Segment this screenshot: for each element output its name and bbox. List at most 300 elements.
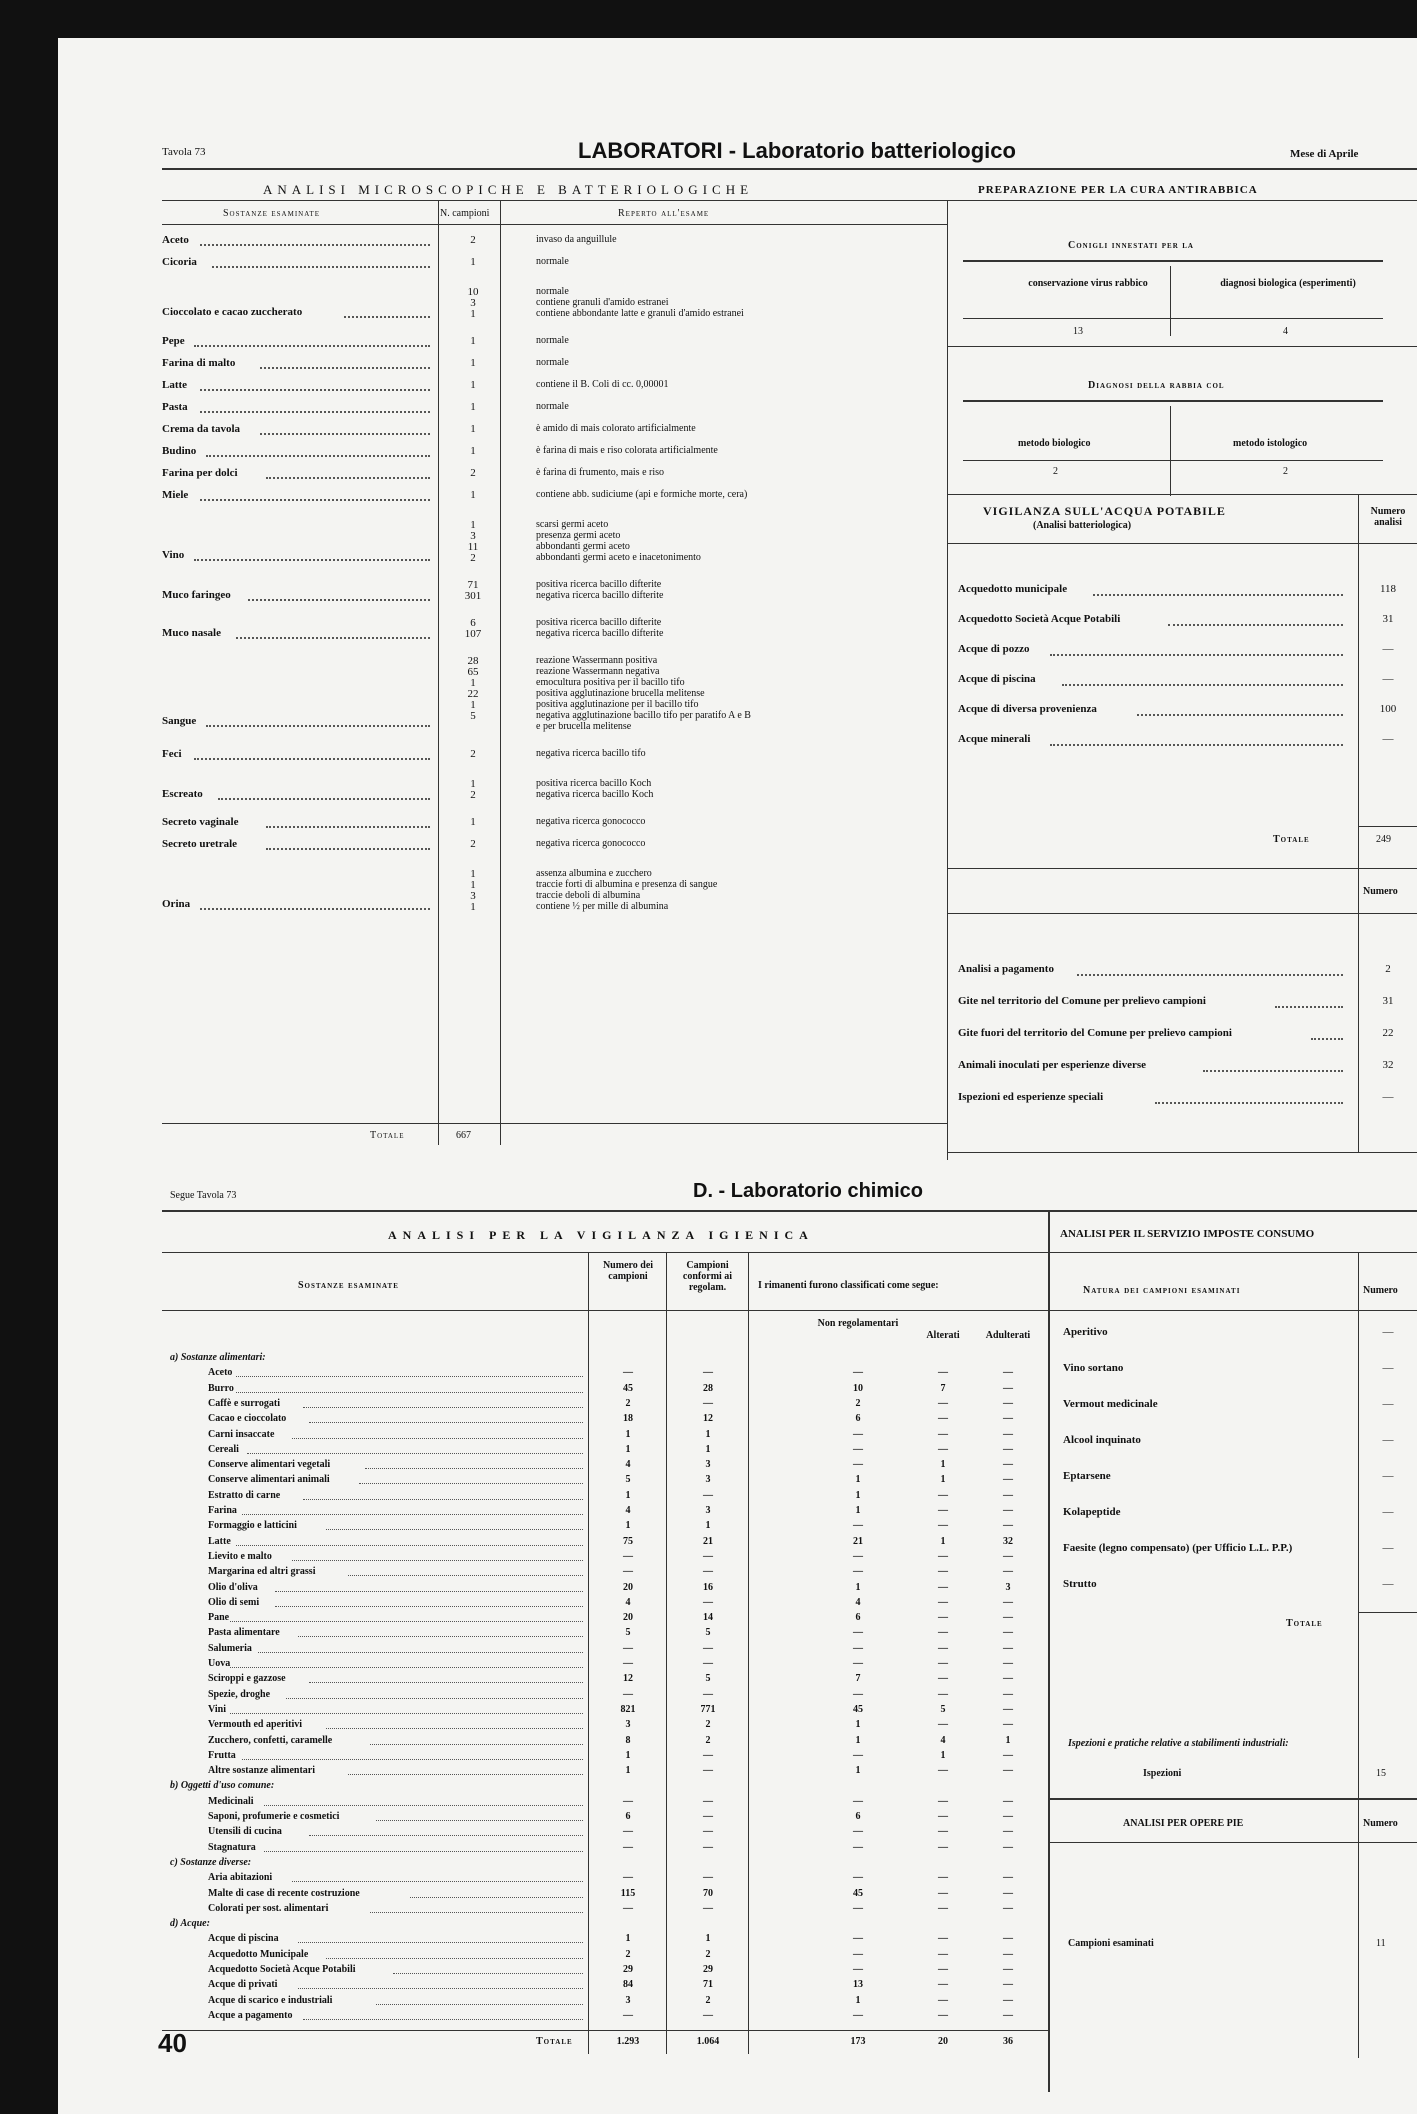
acqua-row-value: — (1382, 673, 1394, 685)
micro-row-count: 65 (467, 666, 479, 678)
chimico-row-cell: — (853, 1428, 863, 1440)
acqua-row-value: 31 (1382, 613, 1394, 625)
chimico-row-cell: 20 (623, 1581, 633, 1593)
varie-header-rule (947, 913, 1417, 914)
segue-label: Segue Tavola 73 (170, 1190, 237, 1201)
chimico-row-leader (286, 1698, 583, 1699)
acqua-total-value: 249 (1376, 834, 1391, 845)
micro-row-leader (194, 559, 430, 561)
micro-vline-1 (438, 200, 439, 1145)
chimico-row-cell: — (853, 1642, 863, 1654)
col-conf: Campioni conformi ai regolam. (682, 1260, 733, 1293)
chimico-row-cell: 1 (625, 1443, 631, 1455)
chimico-row-cell: 71 (703, 1979, 713, 1991)
micro-row-leader (266, 826, 430, 828)
micro-row-reperto: negativa ricerca bacillo difterite (536, 628, 664, 639)
diagnosi-vline (1170, 406, 1171, 496)
consumo-total-rule (1358, 1612, 1417, 1613)
chimico-row-cell: — (1003, 1642, 1013, 1654)
chimico-row-cell: — (703, 1596, 713, 1608)
varie-row-label: Animali inoculati per esperienze diverse (958, 1059, 1146, 1071)
chimico-row-cell: — (938, 1826, 948, 1838)
chimico-row-cell: — (938, 1872, 948, 1884)
chimico-row-cell: — (1003, 1719, 1013, 1731)
ispezioni-label: Ispezioni e pratiche relative a stabilimenti industriali: (1068, 1738, 1289, 1749)
micro-row-reperto: invaso da anguillule (536, 234, 617, 245)
chimico-row-cell: — (938, 1719, 948, 1731)
micro-row-count: 1 (470, 901, 476, 913)
chimico-row-cell: 1 (1005, 1734, 1011, 1746)
micro-row-label: Orina (162, 898, 191, 910)
micro-row-reperto: assenza albumina e zucchero (536, 868, 652, 879)
cura-c1: conservazione virus rabbico (1028, 278, 1148, 289)
acqua-sub: (Analisi batteriologica) (1033, 520, 1132, 531)
chimico-row-cell: 16 (703, 1581, 713, 1593)
chimico-row-cell: — (703, 1688, 713, 1700)
varie-row-label: Ispezioni ed esperienze speciali (958, 1091, 1104, 1103)
consumo-row-value: — (1382, 1578, 1394, 1590)
micro-row-reperto: presenza germi aceto (536, 530, 621, 541)
opere-header-rule (1048, 1842, 1417, 1843)
chimico-row-cell: — (853, 1459, 863, 1471)
chimico-row-cell: 7 (855, 1673, 861, 1685)
chimico-row-cell: — (853, 1550, 863, 1562)
micro-row-label: Cioccolato e cacao zuccherato (162, 306, 303, 318)
varie-row-label: Analisi a pagamento (958, 963, 1054, 975)
chimico-row-cell: 2 (705, 1719, 711, 1731)
micro-row-count: 2 (470, 789, 476, 801)
chimico-row-label: Vini (208, 1703, 226, 1715)
chimico-row-leader (326, 1958, 583, 1959)
chimico-heading-rule (162, 1252, 1417, 1253)
chimico-row-cell: — (703, 1367, 713, 1379)
micro-row-count: 1 (470, 335, 476, 347)
chimico-row-cell: — (938, 1489, 948, 1501)
micro-row-reperto: normale (536, 286, 569, 297)
chimico-row-cell: 1 (940, 1749, 946, 1761)
chimico-row-cell: 13 (853, 1979, 863, 1991)
chimico-row-cell: — (938, 1413, 948, 1425)
chimico-row-cell: 14 (703, 1612, 713, 1624)
chimico-row-cell: 821 (620, 1703, 636, 1715)
chimico-row-leader (326, 1728, 583, 1729)
chimico-row-label: Carni insaccate (208, 1428, 275, 1440)
chimico-row-leader (264, 1805, 583, 1806)
chimico-row-leader (376, 1820, 583, 1821)
chimico-vline-2 (666, 1252, 667, 2054)
chimico-row-cell: — (703, 1872, 713, 1884)
cura-c2: diagnosi biologica (esperimenti) (1220, 278, 1356, 289)
micro-row-reperto: abbondanti germi aceto (536, 541, 630, 552)
micro-row-reperto: negativa ricerca gonococco (536, 816, 646, 827)
chimico-row-label: c) Sostanze diverse: (170, 1856, 252, 1868)
micro-row-count: 1 (470, 401, 476, 413)
acqua-row-label: Acquedotto Società Acque Potabili (958, 613, 1121, 625)
consumo-row-label: Kolapeptide (1063, 1506, 1121, 1518)
chimico-row-cell: 32 (1003, 1535, 1013, 1547)
micro-row-reperto: abbondanti germi aceto e inacetonimento (536, 552, 701, 563)
micro-row-count: 1 (470, 308, 476, 320)
col-non: Non regolamentari (817, 1318, 899, 1329)
micro-row-leader (194, 758, 430, 760)
chimico-row-leader (359, 1483, 583, 1484)
chimico-row-cell: — (938, 1688, 948, 1700)
chimico-row-cell: — (1003, 1658, 1013, 1669)
chimico-row-cell: — (623, 1902, 633, 1914)
acqua-heading: VIGILANZA SULL'ACQUA POTABILE (983, 504, 1226, 518)
chimico-row-cell: 12 (703, 1413, 713, 1425)
micro-row-count: 3 (470, 297, 476, 309)
micro-row-count: 1 (470, 699, 476, 711)
chimico-row-cell: — (623, 1658, 633, 1669)
micro-row-leader (200, 244, 430, 246)
micro-row-reperto: reazione Wassermann positiva (536, 655, 658, 666)
micro-row-reperto: negativa ricerca bacillo tifo (536, 748, 646, 759)
chimico-row-label: Altre sostanze alimentari (208, 1765, 316, 1777)
chimico-row-cell: — (938, 1658, 948, 1669)
chimico-row-cell: 1 (855, 1581, 861, 1593)
consumo-col-num: Numero (1363, 1285, 1398, 1296)
chimico-row-leader (303, 2019, 583, 2020)
chimico-row-cell: — (938, 1933, 948, 1945)
chimico-row-cell: — (703, 1749, 713, 1761)
micro-row-reperto: è farina di frumento, mais e riso (536, 467, 665, 478)
chimico-row-cell: — (1003, 1749, 1013, 1761)
chimico-row-cell: — (1003, 1474, 1013, 1486)
chimico-row-cell: — (853, 1948, 863, 1960)
chimico-row-label: Medicinali (208, 1795, 254, 1807)
consumo-row-value: — (1382, 1362, 1394, 1374)
micro-vline-3 (947, 200, 948, 1160)
chimico-row-cell: — (938, 1397, 948, 1409)
chimico-row-cell: — (623, 1550, 633, 1562)
chimico-total-rule (162, 2030, 1048, 2031)
cura-bottom-rule (947, 346, 1417, 347)
chimico-row-leader (264, 1851, 583, 1852)
chimico-row-label: Stagnatura (208, 1841, 256, 1853)
micro-row-leader (266, 477, 430, 479)
opere-top-rule (1048, 1798, 1417, 1800)
acqua-vline (1358, 494, 1359, 869)
chimico-row-cell: 1 (855, 1474, 861, 1486)
chimico-row-cell: 1 (940, 1459, 946, 1471)
cura-d1: metodo biologico (1018, 438, 1091, 449)
chimico-row-cell: 4 (625, 1505, 631, 1516)
chimico-row-leader (298, 1988, 583, 1989)
chimico-row-leader (242, 1514, 583, 1515)
chimico-row-cell: 2 (705, 1994, 711, 2006)
chimico-total-cell: 20 (938, 2036, 948, 2047)
chimico-row-cell: 1 (625, 1749, 631, 1761)
chimico-row-cell: 3 (705, 1459, 711, 1471)
consumo-col: Natura dei campioni esaminati (1083, 1285, 1241, 1296)
chimico-row-cell: — (938, 1979, 948, 1991)
chimico-row-cell: 3 (625, 1719, 631, 1731)
chimico-row-label: Saponi, profumerie e cosmetici (208, 1811, 340, 1822)
consumo-row-label: Alcool inquinato (1063, 1434, 1141, 1446)
chimico-row-cell: 45 (623, 1382, 633, 1394)
chimico-row-label: Lievito e malto (208, 1550, 272, 1562)
micro-row-count: 1 (470, 868, 476, 880)
chimico-row-cell: — (853, 1841, 863, 1853)
chimico-row-cell: 3 (625, 1994, 631, 2006)
consumo-row-label: Aperitivo (1063, 1326, 1108, 1338)
chimico-row-cell: — (703, 1642, 713, 1654)
acqua-total-label: Totale (1273, 834, 1310, 845)
chimico-row-cell: — (938, 1566, 948, 1578)
cura-v2: 4 (1283, 326, 1288, 337)
chimico-row-cell: — (938, 1902, 948, 1914)
chimico-header-rule (162, 1310, 1048, 1311)
acqua-col: Numero analisi (1370, 506, 1406, 528)
chimico-row-cell: 3 (705, 1505, 711, 1516)
micro-row-reperto: positiva ricerca bacillo difterite (536, 579, 662, 590)
micro-row-leader (260, 367, 430, 369)
chimico-row-label: Formaggio e latticini (208, 1520, 297, 1532)
conigli-rule (963, 260, 1383, 262)
micro-row-leader (200, 411, 430, 413)
chimico-row-cell: 18 (623, 1413, 633, 1425)
micro-row-count: 1 (470, 445, 476, 457)
micro-row-count: 1 (470, 677, 476, 689)
micro-row-reperto: contiene ½ per mille di albumina (536, 901, 669, 912)
chimico-row-cell: — (623, 1795, 633, 1807)
consumo-vline (1358, 1252, 1359, 1842)
micro-row-label: Miele (162, 489, 189, 501)
varie-row-leader (1311, 1038, 1343, 1040)
chimico-row-cell: — (703, 1765, 713, 1777)
micro-row-label: Muco faringeo (162, 589, 231, 601)
cura-heading: PREPARAZIONE PER LA CURA ANTIRABBICA (978, 184, 1258, 196)
chimico-row-cell: — (938, 1505, 948, 1516)
acqua-row-value: — (1382, 733, 1394, 745)
chimico-row-cell: — (623, 1367, 633, 1379)
micro-row-reperto: contiene granuli d'amido estranei (536, 297, 669, 308)
acqua-header-rule (947, 543, 1417, 544)
cura-rule (963, 318, 1383, 319)
chimico-row-cell: 45 (853, 1887, 863, 1899)
micro-row-label: Feci (162, 748, 182, 760)
chimico-row-cell: — (1003, 1397, 1013, 1409)
varie-row-value: 31 (1382, 995, 1394, 1007)
cura-vline (1170, 266, 1171, 336)
chimico-row-cell: 7 (940, 1382, 946, 1394)
opere-vline (1358, 1798, 1359, 2058)
varie-row-leader (1155, 1102, 1343, 1104)
chimico-row-cell: — (853, 1520, 863, 1532)
chimico-row-leader (247, 1453, 583, 1454)
chimico-row-cell: — (1003, 1811, 1013, 1822)
micro-row-reperto: traccie deboli di albumina (536, 890, 641, 901)
chimico-row-leader (298, 1636, 583, 1637)
acqua-row-label: Acque minerali (958, 733, 1031, 745)
chimico-row-cell: 1 (705, 1933, 711, 1945)
chimico-row-cell: — (703, 1902, 713, 1914)
micro-row-count: 2 (470, 234, 476, 246)
varie-vline (1358, 868, 1359, 1153)
chimico-row-label: Salumeria (208, 1642, 252, 1654)
opere-label: Campioni esaminati (1068, 1938, 1154, 1949)
chimico-row-cell: — (938, 1948, 948, 1960)
consumo-row-value: — (1382, 1434, 1394, 1446)
chimico-row-leader (236, 1376, 583, 1377)
consumo-row-value: — (1382, 1542, 1394, 1554)
chimico-row-cell: 4 (855, 1596, 861, 1608)
micro-row-label: Secreto uretrale (162, 838, 238, 850)
chimico-row-cell: — (853, 1872, 863, 1884)
chimico-row-cell: 1 (705, 1520, 711, 1532)
chimico-row-cell: — (1003, 1795, 1013, 1807)
consumo-row-value: — (1382, 1470, 1394, 1482)
chimico-separator (1048, 1212, 1050, 2092)
chimico-row-cell: 21 (853, 1535, 863, 1547)
varie-col: Numero (1363, 886, 1398, 897)
chimico-row-cell: — (623, 1826, 633, 1838)
col-num: Numero dei campioni (602, 1260, 654, 1282)
chimico-row-cell: 2 (705, 1948, 711, 1960)
chimico-row-cell: — (938, 1520, 948, 1532)
micro-row-leader (260, 433, 430, 435)
chimico-row-cell: — (938, 1596, 948, 1608)
micro-row-reperto: positiva agglutinazione per il bacillo tifo (536, 699, 699, 710)
chimico-row-cell: — (938, 1550, 948, 1562)
micro-row-count: 10 (467, 286, 479, 298)
chimico-row-leader (292, 1560, 583, 1561)
chimico-row-cell: — (938, 1642, 948, 1654)
chimico-row-label: Margarina ed altri grassi (208, 1566, 316, 1578)
chimico-row-label: Estratto di carne (208, 1489, 281, 1501)
micro-row-reperto: negativa ricerca bacillo difterite (536, 590, 664, 601)
micro-header-rule (162, 224, 947, 225)
chimico-row-cell: 6 (855, 1811, 861, 1822)
cura-v1: 13 (1073, 326, 1083, 337)
chimico-row-cell: — (1003, 1382, 1013, 1394)
chimico-row-label: Spezie, droghe (208, 1688, 271, 1700)
acqua-row-label: Acque di diversa provenienza (958, 703, 1097, 715)
micro-total-label: Totale (370, 1130, 405, 1141)
chimico-row-label: Vermouth ed aperitivi (208, 1719, 303, 1731)
varie-bottom-rule (947, 1152, 1417, 1153)
chimico-row-cell: — (703, 2009, 713, 2021)
micro-total-value: 667 (456, 1130, 471, 1141)
cura-d2: metodo istologico (1233, 438, 1308, 449)
micro-row-label: Pepe (162, 335, 185, 347)
chimico-row-cell: 10 (853, 1382, 863, 1394)
micro-row-reperto: è amido di mais colorato artificialmente (536, 423, 696, 434)
acqua-row-value: 100 (1379, 703, 1397, 715)
chimico-row-cell: — (623, 1872, 633, 1884)
micro-row-count: 1 (470, 357, 476, 369)
chimico-row-cell: — (938, 2009, 948, 2021)
micro-row-count: 2 (470, 552, 476, 564)
micro-row-leader (200, 499, 430, 501)
chimico-row-cell: — (623, 1642, 633, 1654)
chimico-row-label: Sciroppi e gazzose (208, 1673, 286, 1685)
chimico-row-cell: — (1003, 1566, 1013, 1578)
tavola-label: Tavola 73 (162, 146, 206, 158)
chimico-row-cell: 12 (623, 1673, 633, 1685)
chimico-row-leader (303, 1407, 583, 1408)
varie-row-leader (1203, 1070, 1343, 1072)
chimico-row-label: b) Oggetti d'uso comune: (170, 1780, 275, 1792)
chimico-row-label: Pasta alimentare (208, 1627, 280, 1639)
chimico-row-leader (258, 1652, 583, 1653)
chimico-row-label: Malte di case di recente costruzione (208, 1887, 360, 1899)
micro-row-reperto: traccie forti di albumina e presenza di sangue (536, 879, 718, 890)
chimico-row-label: Acque di privati (208, 1979, 278, 1991)
chimico-row-cell: 5 (705, 1673, 711, 1685)
micro-row-count: 5 (470, 710, 476, 722)
chimico-row-label: Uova (208, 1658, 231, 1669)
chimico-row-leader (236, 1392, 583, 1393)
consumo-header-rule (1048, 1310, 1417, 1311)
chimico-row-cell: — (703, 1826, 713, 1838)
micro-row-count: 1 (470, 519, 476, 531)
micro-row-label: Vino (162, 549, 185, 561)
chimico-row-label: Utensili di cucina (208, 1826, 282, 1838)
chimico-row-leader (275, 1591, 583, 1592)
chimico-row-cell: — (703, 1658, 713, 1669)
micro-row-leader (200, 908, 430, 910)
micro-row-count: 1 (470, 379, 476, 391)
chimico-row-cell: — (1003, 1703, 1013, 1715)
consumo-row-label: Vermout medicinale (1063, 1398, 1158, 1410)
chimico-row-cell: 115 (620, 1887, 636, 1899)
micro-row-reperto: emocultura positiva per il bacillo tifo (536, 677, 685, 688)
chimico-row-cell: — (1003, 1550, 1013, 1562)
chimico-row-cell: — (938, 1627, 948, 1639)
chimico-row-cell: — (938, 1581, 948, 1593)
micro-row-reperto: contiene abbondante latte e granuli d'amido estranei (536, 308, 744, 319)
chimico-total-cell: 1.064 (696, 2036, 720, 2047)
chimico-row-cell: 1 (625, 1933, 631, 1945)
top-rule (162, 168, 1417, 170)
chimico-row-cell: — (938, 1887, 948, 1899)
chimico-row-cell: — (853, 1627, 863, 1639)
micro-row-count: 71 (467, 579, 479, 591)
acqua-row-label: Acque di pozzo (958, 643, 1030, 655)
chimico-row-label: a) Sostanze alimentari: (170, 1352, 266, 1363)
cura-dv2: 2 (1283, 466, 1288, 477)
chimico-row-cell: 1 (940, 1535, 946, 1547)
chimico-row-leader (230, 1621, 583, 1622)
chimico-row-cell: 21 (703, 1535, 713, 1547)
chimico-row-leader (236, 1545, 583, 1546)
chimico-row-leader (365, 1468, 583, 1469)
chimico-row-cell: — (1003, 1841, 1013, 1853)
chimico-row-cell: — (938, 1994, 948, 2006)
chimico-row-cell: — (853, 1826, 863, 1838)
varie-row-value: 2 (1385, 963, 1391, 975)
chimico-row-cell: 29 (703, 1964, 713, 1975)
col-campioni: N. campioni (440, 208, 490, 219)
chimico-row-cell: — (1003, 1826, 1013, 1838)
chimico-row-cell: 29 (623, 1964, 633, 1975)
chimico-row-leader (393, 1973, 583, 1974)
chimico-row-label: Frutta (208, 1749, 236, 1761)
chimico-vline-1 (588, 1252, 589, 2054)
micro-total-rule (162, 1123, 947, 1124)
micro-row-reperto: positiva agglutinazione brucella melitense (536, 688, 705, 699)
chimico-row-cell: — (1003, 1673, 1013, 1685)
micro-row-count: 301 (464, 590, 482, 602)
chimico-row-label: Latte (208, 1535, 231, 1547)
micro-row-reperto: normale (536, 256, 569, 267)
chimico-row-leader (292, 1881, 583, 1882)
micro-row-leader (248, 599, 430, 601)
micro-row-count: 1 (470, 489, 476, 501)
acqua-row-value: 118 (1379, 583, 1397, 595)
